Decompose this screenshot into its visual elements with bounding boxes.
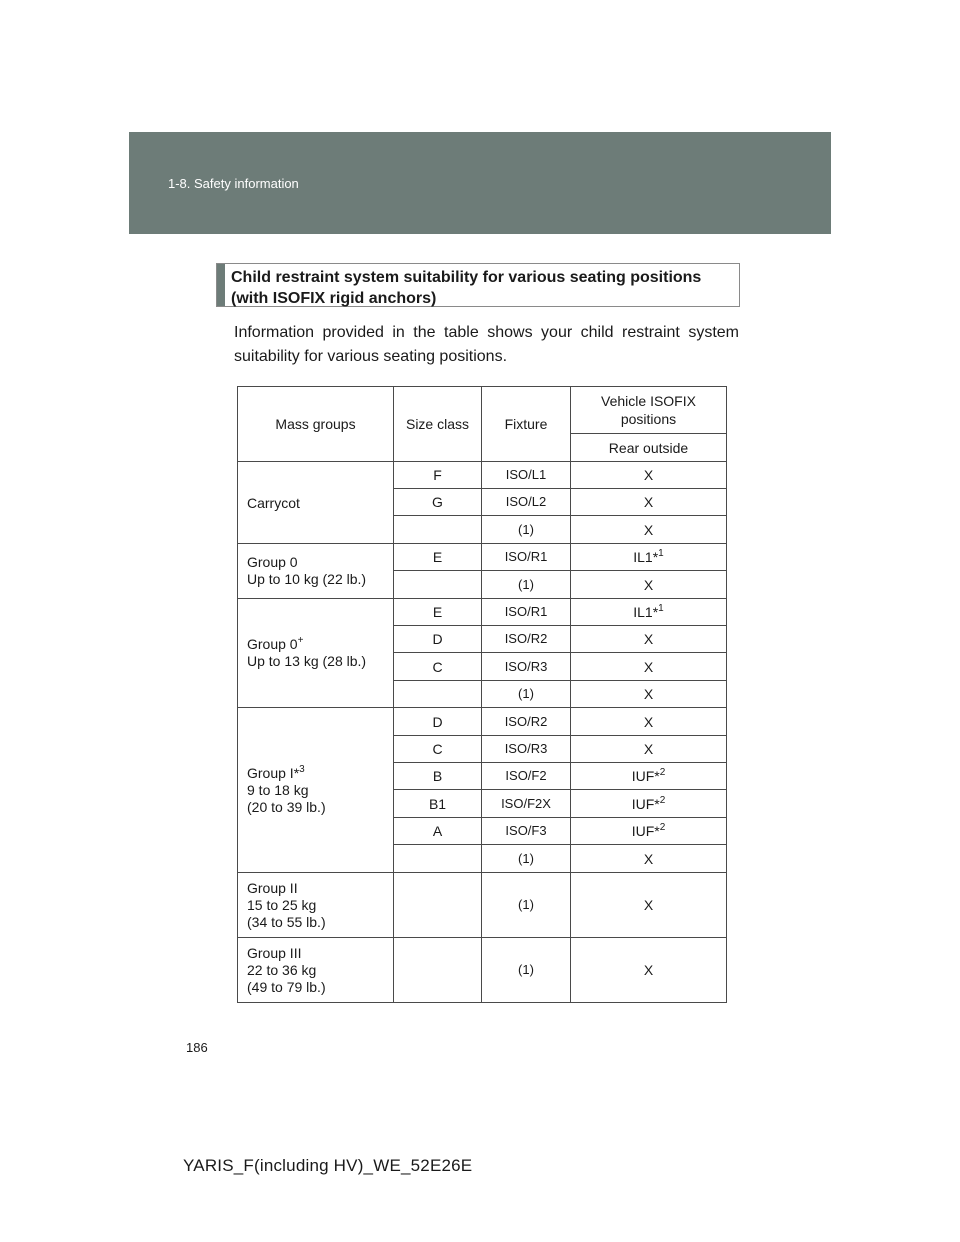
rear-value: X bbox=[643, 576, 654, 593]
rear-value: X bbox=[643, 897, 654, 913]
mass-group-line: (49 to 79 lb.) bbox=[247, 978, 326, 995]
mass-group-line: (20 to 39 lb.) bbox=[247, 798, 326, 815]
rear-outside-cell bbox=[571, 462, 727, 489]
size-class-cell bbox=[394, 681, 482, 708]
rear-outside-cell bbox=[571, 681, 727, 708]
rear-value: X bbox=[643, 467, 654, 483]
rear-value: X bbox=[643, 686, 654, 702]
footnote-ref: 1 bbox=[658, 548, 664, 559]
rear-value: IUF* bbox=[631, 795, 660, 812]
mass-group-line: 9 to 18 kg bbox=[247, 781, 309, 798]
size-class-cell: C bbox=[394, 736, 482, 763]
fixture-cell: (1) bbox=[482, 938, 571, 1003]
size-class-cell: B bbox=[394, 763, 482, 790]
size-class-cell bbox=[394, 873, 482, 938]
fixture-cell: (1) bbox=[482, 845, 571, 873]
rear-value: X bbox=[643, 850, 654, 867]
document-footer: YARIS_F(including HV)_WE_52E26E bbox=[183, 1156, 473, 1175]
rear-value: IL1* bbox=[633, 549, 659, 565]
fixture-cell: (1) bbox=[482, 681, 571, 708]
table-header-row bbox=[238, 387, 727, 434]
fixture-cell: (1) bbox=[482, 516, 571, 544]
fixture-cell: ISO/L1 bbox=[482, 462, 571, 489]
table-row bbox=[238, 708, 727, 736]
rear-value: X bbox=[643, 962, 654, 978]
mass-group-cell bbox=[238, 938, 394, 1003]
rear-outside-cell bbox=[571, 653, 727, 681]
intro-paragraph: Information provided in the table shows your child restraint system suitability for various seating positions. bbox=[234, 324, 739, 365]
rear-outside-cell bbox=[571, 571, 727, 599]
rear-value: X bbox=[643, 713, 654, 730]
group-superscript: + bbox=[297, 635, 304, 646]
size-class-cell: G bbox=[394, 489, 482, 516]
rear-outside-cell bbox=[571, 489, 727, 516]
mass-group-line: Up to 13 kg (28 lb.) bbox=[247, 653, 367, 669]
table-row bbox=[238, 938, 727, 1003]
header-fixture: Fixture bbox=[482, 387, 571, 462]
size-class-cell: D bbox=[394, 626, 482, 653]
table-row bbox=[238, 873, 727, 938]
size-class-cell bbox=[394, 845, 482, 873]
rear-outside-cell bbox=[571, 516, 727, 544]
fixture-cell: (1) bbox=[482, 571, 571, 599]
header-rear-outside: Rear outside bbox=[571, 434, 727, 462]
rear-outside-cell bbox=[571, 599, 727, 626]
rear-value: IUF* bbox=[631, 823, 660, 839]
footnote-ref: 2 bbox=[659, 767, 666, 778]
mass-group-cell bbox=[238, 708, 394, 873]
rear-outside-cell bbox=[571, 626, 727, 653]
section-title bbox=[231, 267, 736, 309]
size-class-cell: C bbox=[394, 653, 482, 681]
mass-group-line: Group III bbox=[247, 944, 302, 961]
header-size-class: Size class bbox=[394, 387, 482, 462]
mass-group-cell bbox=[238, 544, 394, 599]
rear-outside-cell bbox=[571, 763, 727, 790]
size-class-cell: E bbox=[394, 599, 482, 626]
section-title-box bbox=[216, 263, 740, 307]
mass-group-cell bbox=[238, 599, 394, 708]
header-vehicle-isofix: Vehicle ISOFIX positions bbox=[571, 387, 727, 434]
mass-group-line: (34 to 55 lb.) bbox=[247, 913, 326, 930]
title-line-2: (with ISOFIX rigid anchors) bbox=[231, 290, 437, 307]
fixture-cell: ISO/R1 bbox=[482, 544, 571, 571]
rear-value: IL1* bbox=[633, 604, 659, 620]
footnote-ref: 1 bbox=[658, 603, 664, 614]
fixture-cell: (1) bbox=[482, 873, 571, 938]
mass-group-line bbox=[247, 636, 387, 653]
rear-value: IUF* bbox=[631, 768, 660, 784]
rear-outside-cell bbox=[571, 708, 727, 736]
fixture-cell: ISO/R1 bbox=[482, 599, 571, 626]
fixture-cell: ISO/R3 bbox=[482, 653, 571, 681]
size-class-cell: A bbox=[394, 818, 482, 845]
size-class-cell bbox=[394, 938, 482, 1003]
rear-value: X bbox=[643, 658, 654, 675]
mass-group-line: 22 to 36 kg bbox=[247, 961, 317, 978]
rear-outside-cell bbox=[571, 790, 727, 818]
fixture-cell: ISO/L2 bbox=[482, 489, 571, 516]
fixture-cell: ISO/F2X bbox=[482, 790, 571, 818]
rear-outside-cell bbox=[571, 736, 727, 763]
fixture-cell: ISO/F3 bbox=[482, 818, 571, 845]
mass-group-line: Up to 10 kg (22 lb.) bbox=[247, 571, 367, 587]
rear-outside-cell bbox=[571, 544, 727, 571]
rear-value: X bbox=[643, 494, 654, 510]
fixture-cell: ISO/R2 bbox=[482, 708, 571, 736]
rear-outside-cell bbox=[571, 845, 727, 873]
section-label: 1-8. Safety information bbox=[168, 176, 299, 191]
suitability-table bbox=[237, 386, 727, 1003]
mass-group-cell: Carrycot bbox=[238, 462, 394, 544]
header-mass-groups: Mass groups bbox=[238, 387, 394, 462]
mass-group-name: Group 0 bbox=[247, 636, 298, 652]
mass-group-name: Group I* bbox=[247, 764, 300, 781]
table-row bbox=[238, 599, 727, 626]
rear-outside-cell bbox=[571, 818, 727, 845]
rear-value: X bbox=[643, 631, 654, 647]
title-line-1: Child restraint system suitability for various seating positions bbox=[231, 269, 702, 286]
group-superscript: 3 bbox=[299, 763, 305, 775]
table-row bbox=[238, 462, 727, 489]
page-number: 186 bbox=[186, 1040, 208, 1055]
fixture-cell: ISO/R3 bbox=[482, 736, 571, 763]
rear-value: X bbox=[643, 521, 654, 538]
title-accent-bar bbox=[217, 264, 225, 306]
rear-outside-cell bbox=[571, 938, 727, 1003]
size-class-cell bbox=[394, 571, 482, 599]
table-row bbox=[238, 544, 727, 571]
size-class-cell: E bbox=[394, 544, 482, 571]
footnote-ref: 2 bbox=[659, 822, 666, 833]
size-class-cell: D bbox=[394, 708, 482, 736]
rear-value: X bbox=[643, 741, 654, 757]
footnote-ref: 2 bbox=[659, 794, 666, 806]
mass-group-line: Group 0 bbox=[247, 554, 298, 570]
size-class-cell bbox=[394, 516, 482, 544]
mass-group-cell bbox=[238, 873, 394, 938]
mass-group-line bbox=[247, 765, 387, 782]
fixture-cell: ISO/R2 bbox=[482, 626, 571, 653]
size-class-cell: F bbox=[394, 462, 482, 489]
mass-group-line: 15 to 25 kg bbox=[247, 896, 317, 913]
rear-outside-cell bbox=[571, 873, 727, 938]
size-class-cell: B1 bbox=[394, 790, 482, 818]
fixture-cell: ISO/F2 bbox=[482, 763, 571, 790]
mass-group-line: Group II bbox=[247, 879, 298, 896]
